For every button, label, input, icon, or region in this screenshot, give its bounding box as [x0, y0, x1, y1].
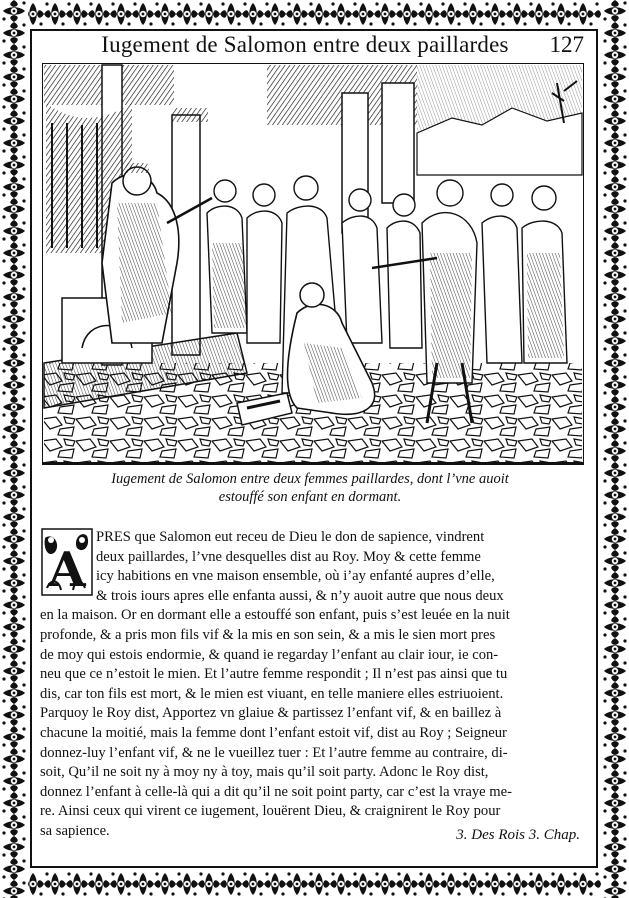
svg-text:A: A [48, 542, 86, 596]
body-line: re. Ainsi ceux qui virent ce iugement, louërent Dieu, & craignirent le Roy pour [40, 803, 501, 820]
body-line: donnez-luy l’enfant vif, & ne le vueillez tuer : Et l’autre femme au contraire, di- [40, 744, 508, 761]
body-line: de moy qui estois endormie, & quand ie regarday l’enfant au clair iour, ie con- [40, 646, 499, 663]
body-line: soit, Qu’il ne soit ny à moy ny à toy, mais qu’il soit party. Adonc le Roy dist, [40, 764, 489, 781]
body-line: icy habitions en vne maison ensemble, où i’ay enfanté aupres d’elle, [96, 568, 495, 585]
body-line: chacune la moitié, mais la femme dont l’enfant estoit vif, dist au Roy ; Seigneur [40, 724, 507, 741]
body-line: PRES que Salomon eut receu de Dieu le don de sapience, vindrent [96, 529, 485, 545]
ornamental-border-bottom [0, 870, 629, 898]
ornamental-border-right [601, 0, 629, 898]
ornamental-border-top [0, 0, 629, 28]
body-text [40, 528, 588, 842]
caption-line-2: estouffé son enfant en dormant. [218, 489, 402, 505]
page-title: Iugement de Salomon entre deux paillardes [101, 32, 509, 57]
illustration-caption [60, 470, 560, 506]
ornamental-border-left [0, 0, 28, 898]
caption-line-1: Iugement de Salomon entre deux femmes paillardes, dont l’vne auoit [111, 471, 509, 487]
body-line: neu que ce n’estoit le mien. Et l’autre femme respondit ; Il n’est pas ainsi que tu [40, 666, 508, 683]
page-number: 127 [549, 32, 584, 57]
body-line: en la maison. Or en dormant elle a estouffé son enfant, puis s’est leuée en la nuit [40, 607, 510, 624]
body-line: deux paillardes, l’vne desquelles dist au Roy. Moy & cette femme [96, 548, 481, 565]
body-line: & trois iours apres elle enfanta aussi, & n’y auoit autre que nous deux [96, 587, 504, 604]
body-line: donnez l’enfant à celle-là qui a dit qu’il ne soit point party, car c’est la vraye me- [40, 783, 512, 800]
body-line: dis, car ton fils est mort, & le mien est viuant, en telle maniere elles estriuoient. [40, 685, 504, 702]
body-line: Parquoy le Roy dist, Apportez vn glaiue & partissez l’enfant vif, & en baillez à [40, 705, 502, 722]
woodcut-illustration [42, 63, 584, 465]
body-line: profonde, & a pris mon fils vif & la mis en son sein, & a mis le sien mort pres [40, 626, 496, 643]
body-line: sa sapience. [40, 822, 110, 839]
scripture-reference: 3. Des Rois 3. Chap. [456, 827, 580, 843]
